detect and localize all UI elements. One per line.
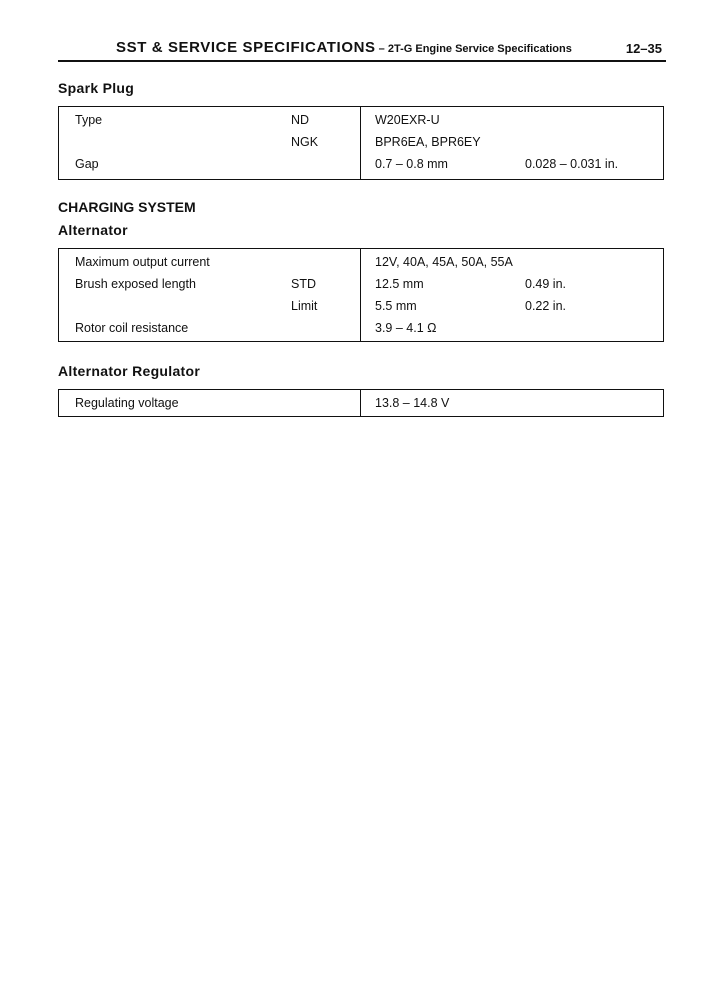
row-value-imperial: 0.49 in. bbox=[525, 277, 567, 291]
row-value: 5.5 mm bbox=[375, 299, 417, 313]
alternator-regulator-title: Alternator Regulator bbox=[58, 363, 201, 379]
table-row bbox=[59, 153, 663, 175]
row-sub-label: NGK bbox=[291, 135, 319, 149]
row-label: Maximum output current bbox=[75, 255, 210, 269]
page-number: 12–35 bbox=[625, 41, 662, 56]
row-sub-label: ND bbox=[291, 113, 310, 127]
table-row bbox=[59, 251, 663, 273]
table-row bbox=[59, 273, 663, 295]
row-label: Regulating voltage bbox=[75, 396, 179, 410]
table-row bbox=[59, 131, 663, 153]
page-header-title: SST & SERVICE SPECIFICATIONS – 2T-G Engine Service Specifications bbox=[116, 39, 572, 56]
row-value: 12V, 40A, 45A, 50A, 55A bbox=[375, 255, 513, 269]
alternator-title: Alternator bbox=[58, 222, 128, 238]
row-value-imperial: 0.22 in. bbox=[525, 299, 567, 313]
row-value: 3.9 – 4.1 Ω bbox=[375, 321, 437, 335]
alternator-regulator-table bbox=[58, 389, 664, 417]
row-value: 0.7 – 0.8 mm bbox=[375, 157, 448, 171]
page-header bbox=[58, 38, 666, 62]
row-value: 13.8 – 14.8 V bbox=[375, 396, 450, 410]
page-header-subtitle: – 2T-G Engine Service Specifications bbox=[375, 43, 572, 55]
alternator-table bbox=[58, 248, 664, 342]
table-row bbox=[59, 109, 663, 131]
row-value: 12.5 mm bbox=[375, 277, 424, 291]
row-value: BPR6EA, BPR6EY bbox=[375, 135, 481, 149]
row-value: W20EXR-U bbox=[375, 113, 440, 127]
table-row bbox=[59, 392, 663, 414]
row-sub-label: STD bbox=[291, 277, 316, 291]
table-row bbox=[59, 295, 663, 317]
table-row bbox=[59, 317, 663, 339]
spark-plug-title: Spark Plug bbox=[58, 80, 135, 96]
row-label: Rotor coil resistance bbox=[75, 321, 189, 335]
row-label: Gap bbox=[75, 157, 99, 171]
row-label: Brush exposed length bbox=[75, 277, 196, 291]
row-sub-label: Limit bbox=[291, 299, 318, 313]
spark-plug-table bbox=[58, 106, 664, 180]
row-label: Type bbox=[75, 113, 103, 127]
charging-system-title: CHARGING SYSTEM bbox=[58, 199, 196, 215]
row-value-imperial: 0.028 – 0.031 in. bbox=[525, 157, 619, 171]
